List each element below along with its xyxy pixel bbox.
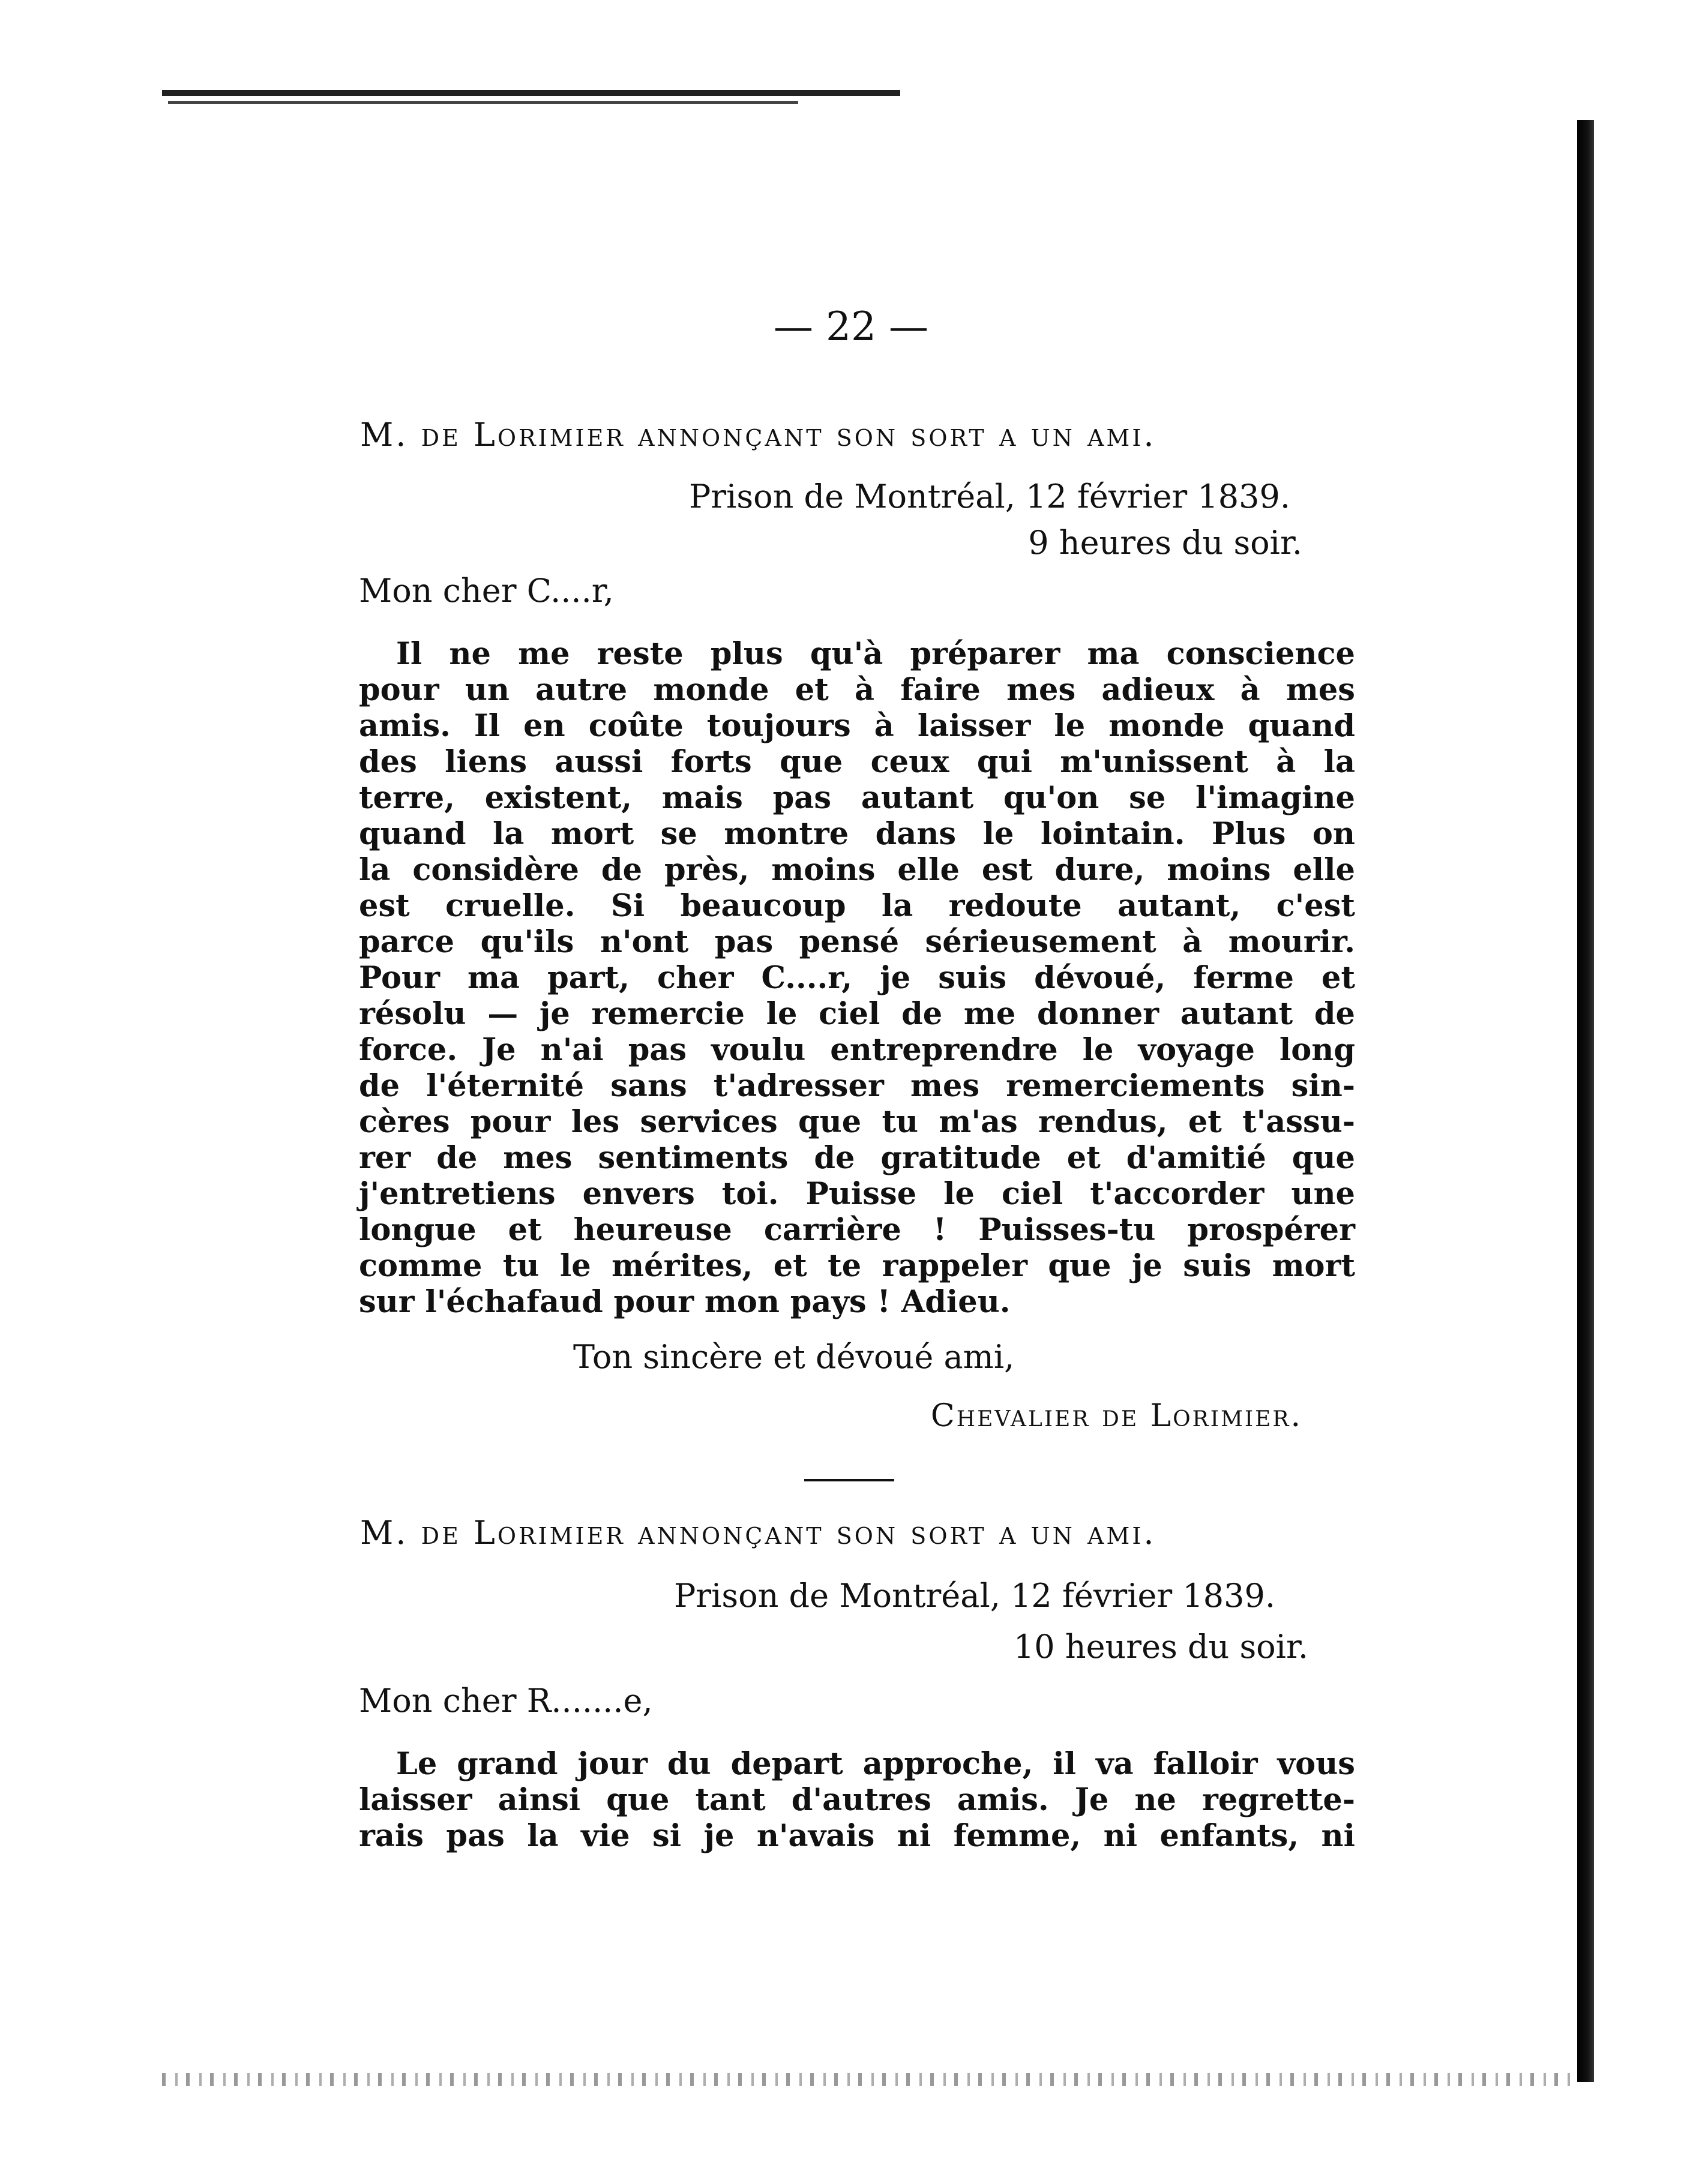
letter2-heading-m: M. (360, 1514, 409, 1552)
letter2-body-line: rais pas la vie si je n'avais ni femme, ni enfants, ni (359, 1818, 1355, 1854)
letter2-body-line: Le grand jour du depart approche, il va falloir vous (396, 1746, 1355, 1782)
letter1-body-line: comme tu le mérites, et te rappeler que je suis mort (359, 1248, 1355, 1284)
letter1-heading-m: M. (360, 416, 409, 454)
scan-bottom-noise (162, 2073, 1578, 2086)
letter1-body-line: sur l'échafaud pour mon pays ! Adieu. (359, 1284, 1011, 1320)
letter1-time: 9 heures du soir. (1028, 524, 1302, 562)
letter1-closing: Ton sincère et dévoué ami, (573, 1338, 1015, 1376)
letter1-body-line: est cruelle. Si beaucoup la redoute autant, c'est (359, 888, 1355, 924)
letter2-body (359, 1746, 1355, 1854)
letter1-body-line: pour un autre monde et à faire mes adieux à mes (359, 672, 1355, 708)
letter1-body-line: Pour ma part, cher C....r, je suis dévoué, ferme et (359, 960, 1355, 996)
section-divider (804, 1479, 894, 1481)
scan-top-rule (162, 90, 900, 96)
letter2-heading-text: de Lorimier annonçant son sort a un ami. (421, 1514, 1156, 1552)
letter1-body-line: rer de mes sentiments de gratitude et d'amitié que (359, 1140, 1355, 1176)
scan-binding-edge (1577, 120, 1594, 2082)
letter2-heading (360, 1512, 1350, 1554)
letter1-salutation: Mon cher C....r, (359, 572, 614, 610)
letter1-body (359, 636, 1355, 1320)
letter1-place-date: Prison de Montréal, 12 février 1839. (688, 478, 1290, 515)
letter2-salutation: Mon cher R.......e, (359, 1682, 653, 1720)
letter1-body-line: des liens aussi forts que ceux qui m'unissent à la (359, 744, 1355, 780)
letter1-body-line: quand la mort se montre dans le lointain. Plus on (359, 816, 1355, 852)
letter1-body-line: parce qu'ils n'ont pas pensé sérieusement à mourir. (359, 924, 1355, 960)
letter1-signature: Chevalier de Lorimier. (930, 1398, 1302, 1434)
letter2-body-line: laisser ainsi que tant d'autres amis. Je ne regrette- (359, 1782, 1355, 1818)
letter1-body-line: j'entretiens envers toi. Puisse le ciel t'accorder une (359, 1176, 1355, 1212)
letter1-body-line: de l'éternité sans t'adresser mes remerciements sin- (359, 1068, 1355, 1104)
letter1-body-line: amis. Il en coûte toujours à laisser le monde quand (359, 708, 1355, 744)
letter1-body-line: Il ne me reste plus qu'à préparer ma conscience (396, 636, 1355, 672)
page-number: — 22 — (774, 304, 928, 350)
letter2-place-date: Prison de Montréal, 12 février 1839. (673, 1577, 1275, 1615)
letter1-body-line: résolu — je remercie le ciel de me donner autant de (359, 996, 1355, 1032)
letter1-body-line: la considère de près, moins elle est dure, moins elle (359, 852, 1355, 888)
letter1-body-line: cères pour les services que tu m'as rendus, et t'assu- (359, 1104, 1355, 1140)
scan-top-rule-secondary (168, 101, 798, 104)
letter1-body-line: force. Je n'ai pas voulu entreprendre le voyage long (359, 1032, 1355, 1068)
letter2-time: 10 heures du soir. (1013, 1628, 1308, 1666)
letter1-heading (360, 414, 1350, 456)
letter1-body-line: longue et heureuse carrière ! Puisses-tu prospérer (359, 1212, 1355, 1248)
letter1-body-line: terre, existent, mais pas autant qu'on se l'imagine (359, 780, 1355, 816)
letter1-heading-text: de Lorimier annonçant son sort a un ami. (421, 416, 1156, 454)
